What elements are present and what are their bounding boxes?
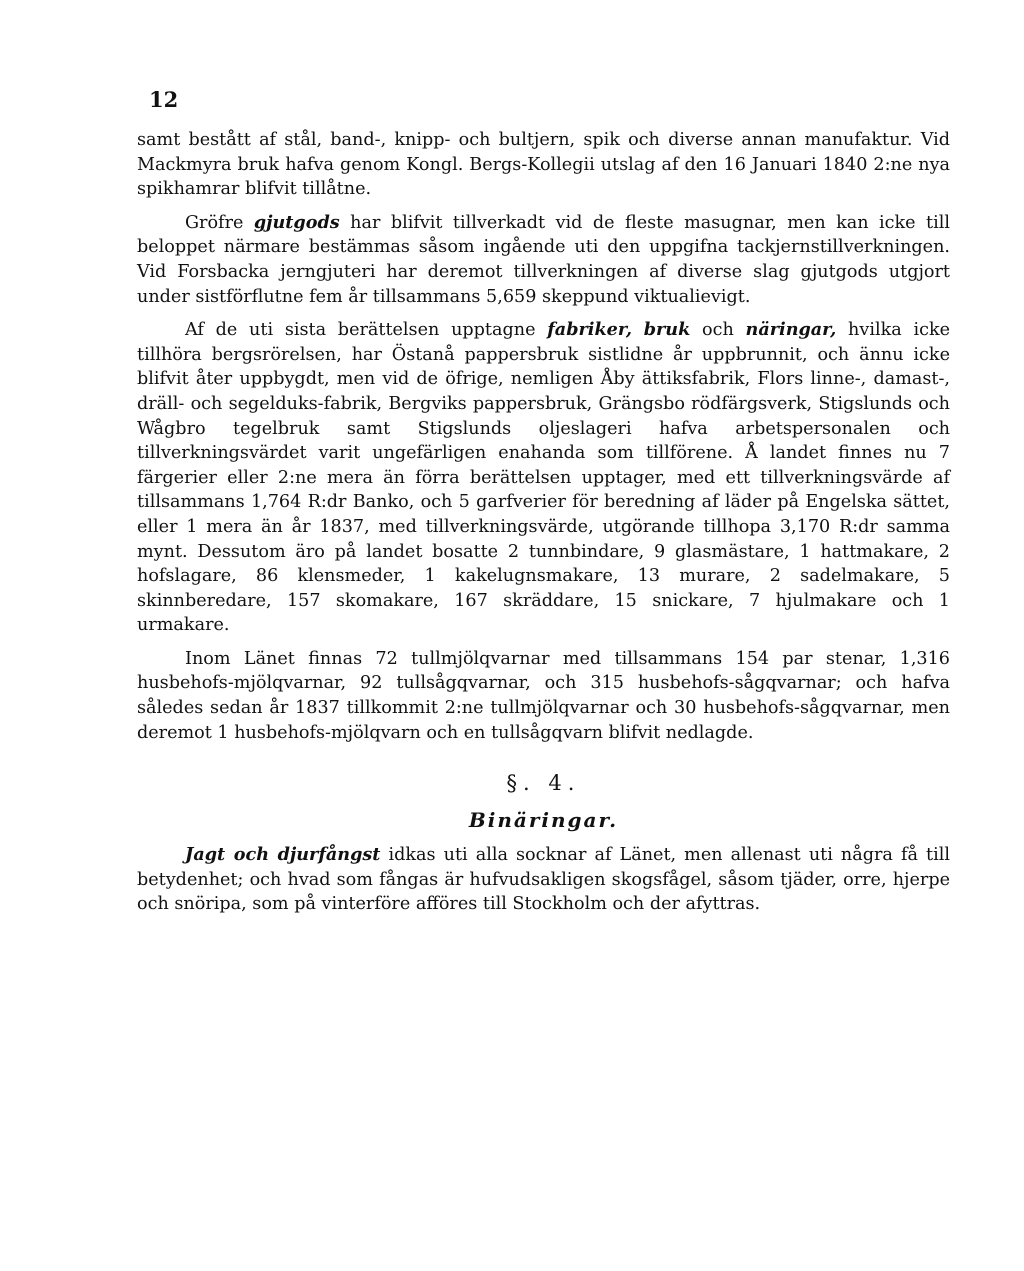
section-title: Binäringar. [468,808,619,833]
paragraph-manufacture: samt bestått af stål, band-, knipp- och bultjern, spik och diverse annan manufaktur. Vid Mackmyra bruk hafva genom Kongl. Bergs-Kollegii utslag af den 16 Januari 1840 2:ne nya spikhamrar blifvit tillåtne. [137,130,950,200]
paragraph-mills: Inom Länet finnas 72 tullmjölqvarnar med tillsammans 154 par stenar, 1,316 husbehofs-mjölqvarnar, 92 tullsågqvarnar, och 315 husbehofs-sågqvarnar; och hafva således sedan år 1837 tillkommit 2:ne tullmjölqvarnar och 30 husbehofs-sågqvarnar, men deremot 1 husbehofs-mjölqvarn och en tullsågqvarn blifvit nedlagde. [137,648,950,743]
paragraph-cast-iron [137,211,950,309]
paragraph-hunting-body: idkas uti alla socknar af Länet, men allenast uti några få till betydenhet; och hvad som fångas är hufvudsakligen skogsfågel, såsom tjäder, orre, hjerpe och snöripa, som på vinterföre afföres till Stockholm och der afyttras. [137,845,950,915]
paragraph-factories [137,318,950,638]
term-naringar: näringar, [745,319,837,341]
paragraph-factories-sep2: och [690,320,746,341]
paragraph-cast-iron-lead: Gröfre [185,212,254,233]
document-page [137,88,950,926]
term-jagt: Jagt och djurfångst [185,844,381,866]
paragraph-hunting [137,843,950,917]
term-gjutgods: gjutgods [253,211,340,233]
paragraph-factories-sep1 [632,320,644,340]
paragraph-factories-lead: Af de uti sista berättelsen upptagne [185,320,548,341]
paragraph-factories-body: hvilka icke tillhöra bergsrörelsen, har Östanå pappersbruk sistlidne år uppbrunnit, och ännu icke blifvit åter uppbygdt, men vid de öfrige, nemligen Åby ättiksfabrik, Flors linne-, damast-, dräll- och segelduks-fabrik, Bergviks pappersbruk, Grängsbo rödfärgsverk, Stigslunds och Wågbro tegelbruk samt Stigslunds oljeslageri hafva arbetspersonalen och tillverkningsvärdet varit ungefärligen enahanda som tillförene. Å landet finnes nu 7 färgerier eller 2:ne mera än förra berättelsen upptager, med ett tillverkningsvärde af tillsammans 1,764 R:dr Banko, och 5 garfverier för beredning af läder på Engelska sättet, eller 1 mera än år 1837, med tillverkningsvärde, utgörande tillhopa 3,170 R:dr samma mynt. Dessutom äro på landet bosatte 2 tunnbindare, 9 glasmästare, 1 hattmakare, 2 hofslagare, 86 klensmeder, 1 kakelugnsmakare, 13 murare, 2 sadelmakare, 5 skinnberedare, 157 skomakare, 167 skräddare, 15 snickare, 7 hjulmakare och 1 urmakare. [137,320,951,636]
page-number: 12 [149,87,179,112]
term-fabriker: fabriker, [547,319,632,341]
term-bruk: bruk [643,319,691,341]
section-mark: §. 4. [506,771,581,796]
paragraph-cast-iron-body: har blifvit tillverkadt vid de fleste masugnar, men kan icke till beloppet närmare bestämmas såsom ingående uti den uppgifna tackjernstillverkningen. Vid Forsbacka jerngjuteri har deremot tillverkningen af diverse slag gjutgods utgjort under sistförflutne fem år tillsammans 5,659 skeppund viktualievigt. [137,212,950,307]
